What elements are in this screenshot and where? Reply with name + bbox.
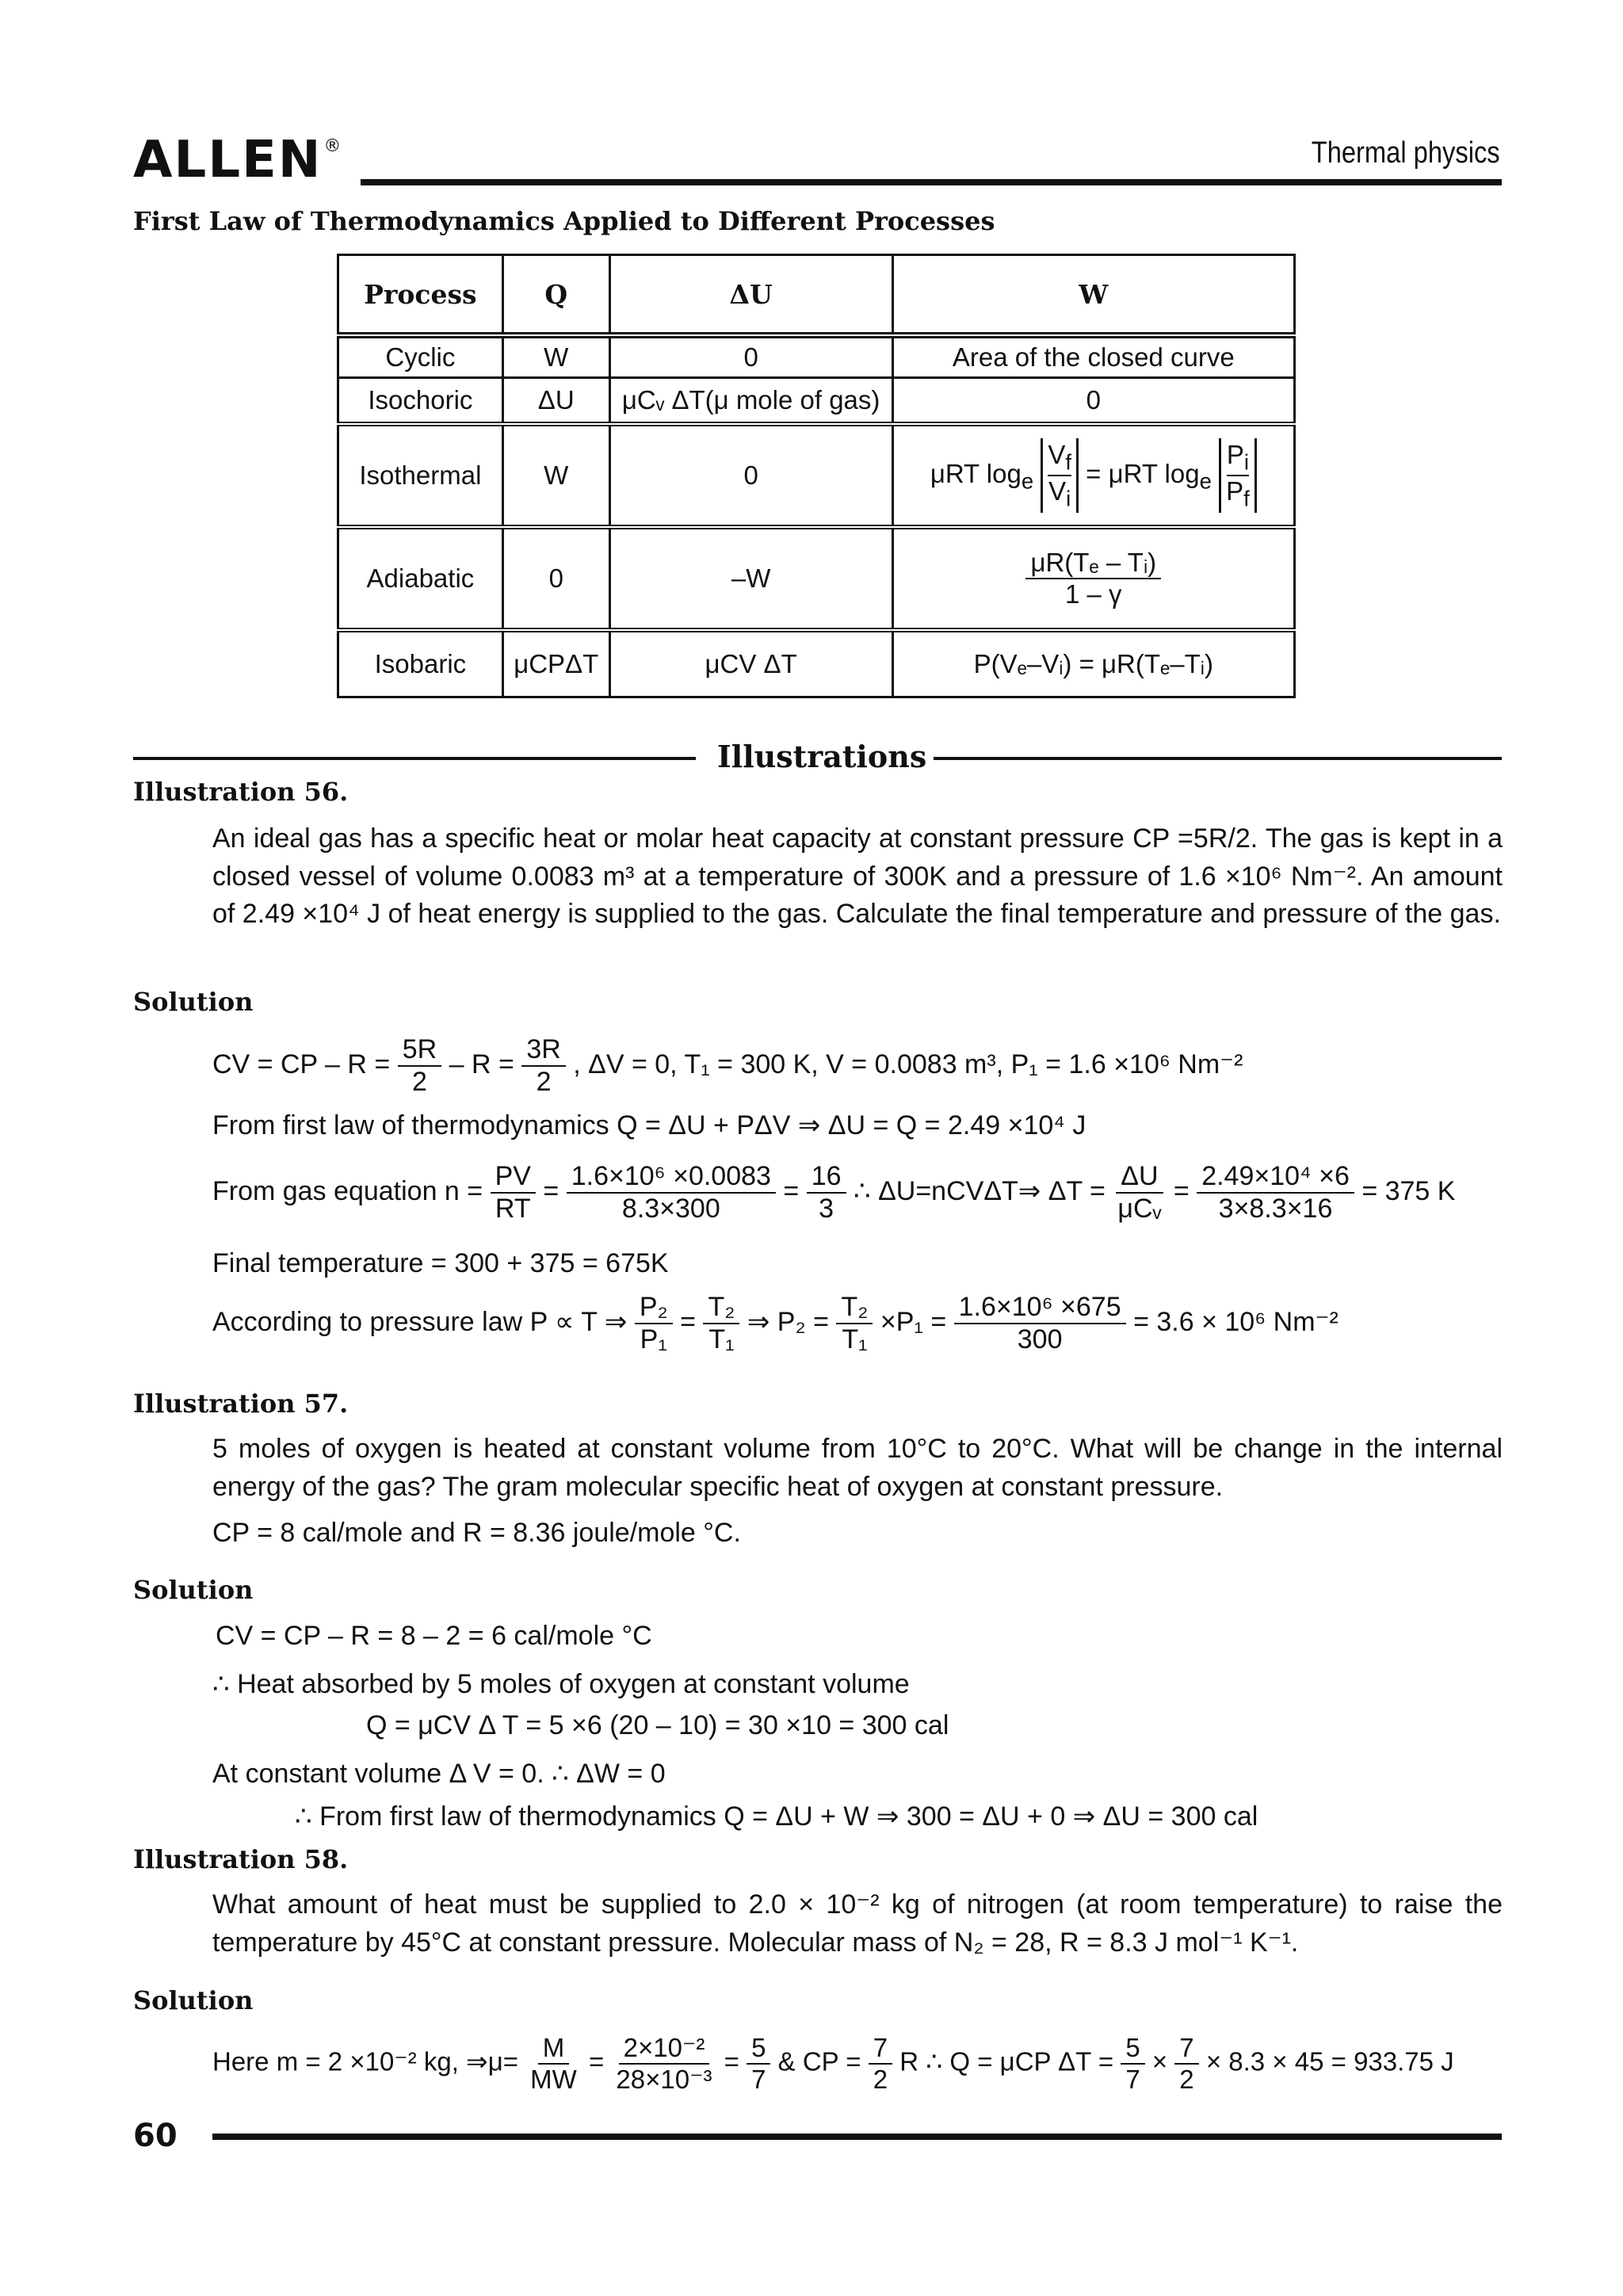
header-w: W — [892, 255, 1294, 336]
cell-du: –W — [609, 527, 892, 630]
cell-q: μCPΔT — [502, 630, 609, 697]
ill56-line-cv: CV = CP – R = $\frac{5R}{2}$ – R = $\frac{3R}{2}$ , ΔV = 0, T₁ = 300 K, V = 0.0083 m³, P₁ = 1.6 ×10⁶ Nm⁻² — [212, 1034, 1243, 1098]
cell-du: μCV ΔT — [609, 630, 892, 697]
cell-q: W — [502, 335, 609, 378]
header-du: ΔU — [609, 255, 892, 336]
ill57-step-cv: CV = CP – R = 8 – 2 = 6 cal/mole °C — [216, 1621, 652, 1651]
table-row — [338, 335, 1295, 378]
header-rule — [361, 179, 1502, 185]
illustrations-rule-left — [133, 757, 696, 760]
header-q: Q — [502, 255, 609, 336]
cell-process: Adiabatic — [338, 527, 503, 630]
table-row — [338, 424, 1295, 527]
cell-w: P(Vₑ–Vᵢ) = μR(Tₑ–Tᵢ) — [892, 630, 1294, 697]
table-header-row — [338, 255, 1295, 336]
illustration-57-title: Illustration 57. — [133, 1389, 349, 1419]
footer-rule — [212, 2134, 1502, 2140]
cell-process: Isobaric — [338, 630, 503, 697]
cell-w: 0 — [892, 378, 1294, 425]
header-process: Process — [338, 255, 503, 336]
process-table — [337, 254, 1296, 698]
table-row — [338, 527, 1295, 630]
table-row — [338, 630, 1295, 697]
ill56-line-pressure-law: According to pressure law P ∝ T ⇒ $\frac{\text{P₂}}{\text{P₁}}$ = $\frac{\text{T₂}}{\text{T₁}}$ ⇒ P₂ = $\frac{\text{T₂}}{\text{T₁}}$ ×P₁ = $\frac{\text{1.6×10⁶ ×675}}{300}$ = 3.6 × 10⁶ Nm⁻² — [212, 1292, 1338, 1355]
cell-process: Cyclic — [338, 335, 503, 378]
cell-q: 0 — [502, 527, 609, 630]
illustration-56-problem: An ideal gas has a specific heat or molar heat capacity at constant pressure CP =5R/2. The gas is kept in a closed vessel of volume 0.0083 m³ at a temperature of 300K and a pressure of 1.6 ×10⁶ Nm⁻². An amount of 2.49 ×10⁴ J of heat energy is supplied to the gas. Calculate the final temperature and pressure of the gas. — [212, 823, 1503, 930]
ill57-step-result: ∴ From first law of thermodynamics Q = ΔU + W ⇒ 300 = ΔU + 0 ⇒ ΔU = 300 cal — [295, 1801, 1258, 1832]
illustrations-heading: Illustrations — [717, 739, 927, 774]
illustrations-rule-right — [934, 757, 1502, 760]
ill58-line-solution: Here m = 2 ×10⁻² kg, ⇒μ= $\frac{M}{MW}$ = $\frac{\text{2×10⁻²}}{\text{28×10⁻³}}$ = $\frac{5}{7}$ & CP = $\frac{7}{2}$ R ∴ Q = μCP ΔT = $\frac{5}{7}$ × $\frac{7}{2}$ × 8.3 × 45 = 933.75 J — [212, 2033, 1454, 2094]
cell-w: Area of the closed curve — [892, 335, 1294, 378]
allen-logo: ALLEN® — [133, 131, 343, 189]
illustration-57-given: CP = 8 cal/mole and R = 8.36 joule/mole °C. — [212, 1518, 741, 1548]
cell-q: W — [502, 424, 609, 527]
illustration-56-solution-label: Solution — [133, 987, 254, 1017]
cell-du: 0 — [609, 335, 892, 378]
page-number: 60 — [133, 2118, 178, 2154]
ill57-step-constant-volume: At constant volume Δ V = 0. ∴ ΔW = 0 — [212, 1759, 666, 1789]
illustration-58-problem: What amount of heat must be supplied to 2.0 × 10⁻² kg of nitrogen (at room temperature) to raise the temperature by 45°C at constant pressure. Molecular mass of N₂ = 28, R = 8.3 J mol⁻¹ K⁻¹. — [212, 1889, 1503, 1958]
cell-du: μCᵥ ΔT(μ mole of gas) — [609, 378, 892, 425]
chapter-topic: Thermal physics — [1312, 136, 1500, 170]
cell-w-isothermal: μRT $\log_e$ $\frac{V_f}{V_i}$ = μRT $\log_e$ $\frac{P_i}{P_f}$ — [892, 424, 1294, 527]
illustration-57-solution-label: Solution — [133, 1575, 254, 1605]
cell-process: Isothermal — [338, 424, 503, 527]
illustration-57-problem: 5 moles of oxygen is heated at constant volume from 10°C to 20°C. What will be change in the internal energy of the gas? The gram molecular specific heat of oxygen at constant pressure. — [212, 1434, 1503, 1502]
cell-du: 0 — [609, 424, 892, 527]
bracket-pressure-ratio: $\frac{P_i}{P_f}$ — [1219, 438, 1257, 513]
illustration-58-solution-label: Solution — [133, 1985, 254, 2015]
ill57-step-heat: ∴ Heat absorbed by 5 moles of oxygen at constant volume — [212, 1669, 910, 1699]
ill56-line-gas-equation: From gas equation n = $\frac{PV}{RT}$ = $\frac{\text{1.6×10⁶ ×0.0083}}{8.3\times 300}$ = $\frac{16}{3}$ ∴ ΔU=nCVΔT⇒ ΔT = $\frac{\Delta U}{\text{μCᵥ}}$ = $\frac{\text{2.49×10⁴ ×6}}{3\times 8.3\times 16}$ = 375 K — [212, 1161, 1456, 1224]
cell-process: Isochoric — [338, 378, 503, 425]
ill56-line-first-law: From first law of thermodynamics Q = ΔU + PΔV ⇒ ΔU = Q = 2.49 ×10⁴ J — [212, 1110, 1086, 1140]
illustration-58-title: Illustration 58. — [133, 1844, 349, 1874]
bracket-volume-ratio: $\frac{V_f}{V_i}$ — [1041, 438, 1079, 513]
cell-w-adiabatic: $\frac{\text{μR(Tₑ – Tᵢ)}}{1 - \gamma}$ — [892, 527, 1294, 630]
ill57-step-q: Q = μCV Δ T = 5 ×6 (20 – 10) = 30 ×10 = 300 cal — [366, 1710, 949, 1740]
cell-q: ΔU — [502, 378, 609, 425]
illustration-56-title: Illustration 56. — [133, 777, 349, 807]
table-row — [338, 378, 1295, 425]
ill56-line-final-temp: Final temperature = 300 + 375 = 675K — [212, 1248, 669, 1278]
section-title: First Law of Thermodynamics Applied to Different Processes — [133, 206, 995, 236]
